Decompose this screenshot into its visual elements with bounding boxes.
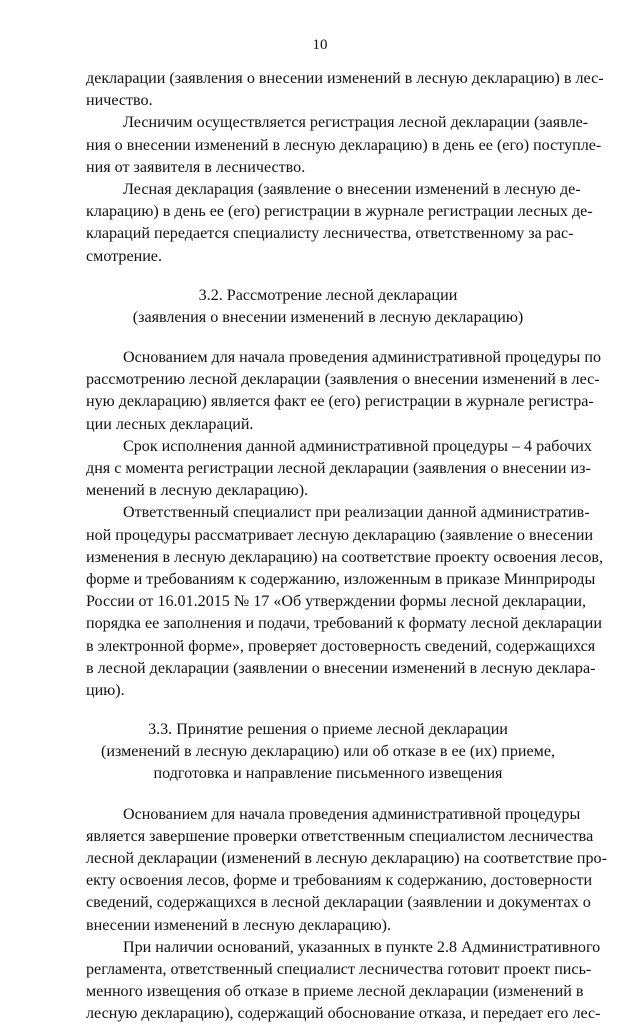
text-line: порядка ее заполнения и подачи, требований к формату лесной декларации — [86, 615, 603, 633]
section-gap — [86, 268, 570, 285]
text-line: клараций передается специалисту лесничества, ответственному за рас- — [86, 225, 574, 243]
text-line: ния о внесении изменений в лесную декларацию) в день ее (его) поступле- — [86, 136, 602, 154]
paragraph — [86, 347, 602, 436]
text-line: екту освоения лесов, форме и требованиям к содержанию, достоверности — [86, 872, 593, 890]
text-line: Ответственный специалист при реализации данной административ- — [123, 504, 590, 522]
paragraph — [86, 804, 607, 937]
section-gap — [86, 329, 570, 347]
text-line: Срок исполнения данной административной процедуры – 4 рабочих — [123, 437, 592, 455]
heading-line: 3.3. Принятие решения о приеме лесной декларации — [148, 721, 508, 739]
text-line: лесной декларации (изменений в лесную декларацию) на соответствие про- — [86, 850, 607, 867]
text-line: Основанием для начала проведения административной процедуры по — [123, 349, 602, 367]
text-line: является завершение проверки ответственным специалистом лесничества — [86, 827, 594, 845]
paragraph — [86, 937, 601, 1026]
section-gap — [86, 786, 570, 804]
section-gap — [86, 702, 570, 719]
text-line: Основанием для начала проведения административной процедуры — [123, 805, 581, 823]
text-line: форме и требованиям к содержанию, изложенным в приказе Минприроды — [86, 570, 596, 588]
text-line: дня с момента регистрации лесной декларации (заявления о внесении из- — [86, 460, 591, 477]
text-line: лесную декларацию), содержащий обоснование отказа, и передает его лес- — [86, 1005, 601, 1023]
section-heading — [86, 285, 570, 329]
text-line: ции лесных деклараций. — [86, 415, 254, 433]
document-body — [86, 68, 607, 1026]
text-line: ния от заявителя в лесничество. — [86, 158, 306, 176]
text-line: декларации (заявления о внесении изменений в лесную декларацию) в лес- — [86, 70, 604, 87]
text-line: изменения в лесную декларацию) на соответствие проекту освоения лесов, — [86, 548, 603, 566]
text-line: ной процедуры рассматривает лесную декларацию (заявление о внесении — [86, 526, 594, 544]
heading-line: подготовка и направление письменного извещения — [153, 765, 503, 783]
text-line: внесении изменений в лесную декларацию). — [86, 916, 391, 934]
text-line: Лесничим осуществляется регистрация лесной декларации (заявле- — [123, 114, 589, 132]
text-line: в лесной декларации (заявлении о внесении изменений в лесную деклара- — [86, 659, 596, 677]
text-line: в электронной форме», проверяет достоверность сведений, содержащихся — [86, 637, 596, 655]
text-line: Лесная декларация (заявление о внесении изменений в лесную де- — [123, 180, 581, 198]
text-line: кларацию) в день ее (его) регистрации в журнале регистрации лесных де- — [86, 203, 593, 221]
text-line: цию). — [86, 681, 125, 699]
text-line: сведений, содержащихся в лесной декларации (заявлении и документах о — [86, 894, 591, 912]
heading-line: (изменений в лесную декларацию) или об отказе в ее (их) приеме, — [101, 743, 555, 761]
text-line: России от 16.01.2015 № 17 «Об утверждении формы лесной декларации, — [86, 593, 587, 611]
paragraph — [86, 68, 604, 112]
text-line: смотрение. — [86, 247, 162, 265]
heading-line: (заявления о внесении изменений в лесную декларацию) — [132, 308, 524, 326]
paragraph — [86, 436, 592, 503]
text-line: ную декларацию) является факт ее (его) регистрации в журнале регистра- — [86, 393, 594, 411]
text-line: рассмотрению лесной декларации (заявления о внесении изменений в лес- — [86, 371, 600, 389]
text-line: менений в лесную декларацию). — [86, 482, 309, 500]
text-line: менного извещения об отказе в приеме лесной декларации (изменений в — [86, 983, 584, 1001]
text-line: При наличии оснований, указанных в пункте 2.8 Административного — [123, 938, 601, 956]
text-line: ничество. — [86, 92, 153, 110]
paragraph — [86, 179, 593, 268]
heading-line: 3.2. Рассмотрение лесной декларации — [198, 286, 458, 304]
paragraph — [86, 502, 603, 702]
page-number: 10 — [312, 37, 328, 53]
paragraph — [86, 112, 602, 179]
section-heading — [86, 719, 570, 786]
text-line: регламента, ответственный специалист лесничества готовит проект пись- — [86, 960, 592, 978]
